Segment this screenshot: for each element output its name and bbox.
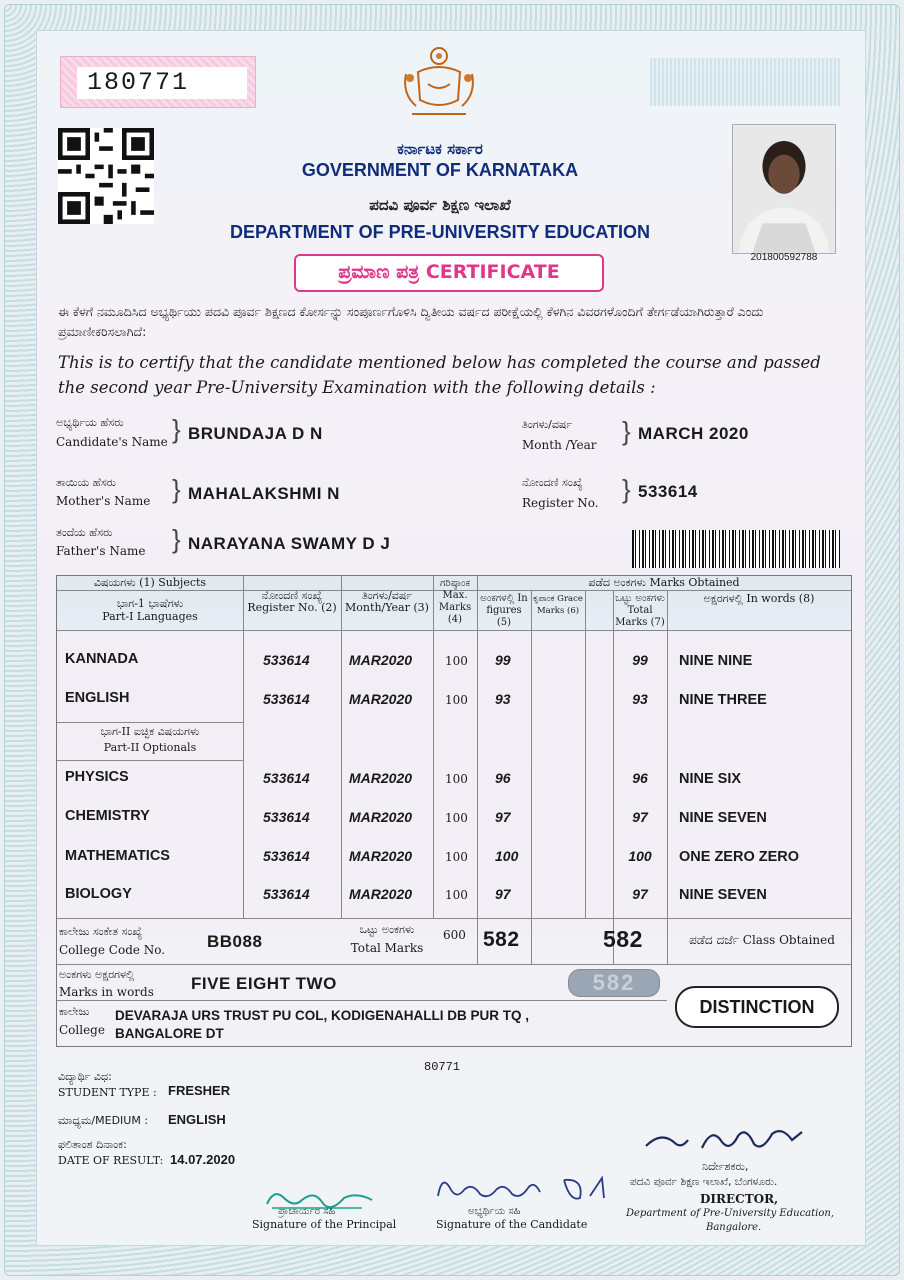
exam-month: MARCH 2020: [638, 424, 749, 443]
principal-label: Signature of the Principal: [252, 1218, 397, 1231]
row-words: ONE ZERO ZERO: [679, 849, 800, 865]
row-figures: 100: [495, 848, 519, 864]
intro-kannada: ಈ ಕೆಳಗೆ ನಮೂದಿಸಿದ ಅಭ್ಯರ್ಥಿಯು ಪದವಿ ಪೂರ್ವ ಶಿಕ್ಷಣದ ಕೋರ್ಸನ್ನು ಸಂಪೂರ್ಣಗೊಳಿಸಿ ದ್ವಿತೀಯ ವರ್ಷದ ಪರೀಕ್ಷೆಯಲ್ಲಿ ಕೆಳಗಿನ ವಿವರಗಳೊಂದಿಗೆ ತೇರ್ಗಡೆಯಾಗಿರುತ್ತಾರೆ ಎಂದು ಪ್ರಮಾಣೀಕರಿಸಲಾಗಿದೆ:: [58, 304, 764, 339]
subject-name: MATHEMATICS: [65, 848, 170, 864]
candidate-name: BRUNDAJA D N: [188, 424, 323, 443]
marks-seal: 582: [568, 969, 660, 997]
total-max: 600: [443, 928, 466, 942]
brace: }: [172, 524, 181, 554]
director-title: DIRECTOR,: [700, 1192, 779, 1206]
dept-title: DEPARTMENT OF PRE-UNIVERSITY EDUCATION: [229, 222, 651, 242]
row-figures: 99: [495, 652, 511, 668]
subject-name: CHEMISTRY: [65, 808, 150, 824]
candidate-label: Signature of the Candidate: [436, 1218, 588, 1231]
father-label: Father's Name: [56, 544, 146, 558]
result-date: 14.07.2020: [170, 1152, 236, 1167]
state-title: GOVERNMENT OF KARNATAKA: [301, 160, 579, 180]
subject-name: BIOLOGY: [65, 886, 132, 902]
medium: ENGLISH: [168, 1112, 226, 1127]
certificate-title: ಪ್ರಮಾಣ ಪತ್ರ CERTIFICATE: [294, 254, 604, 292]
candidate-signature: [434, 1170, 614, 1206]
serial-small: 80771: [424, 1060, 461, 1074]
college-label-kannada: ಕಾಲೇಜು: [59, 1005, 90, 1018]
marks-table: [56, 575, 852, 1047]
row-register: 533614: [263, 770, 310, 786]
row-words: NINE SEVEN: [679, 810, 767, 826]
row-words: NINE SIX: [679, 771, 742, 787]
state-title-kannada: ಕರ್ನಾಟಕ ಸರ್ಕಾರ: [397, 140, 483, 158]
part1-label-kannada: ಭಾಗ-1 ಭಾಷೆಗಳು: [116, 597, 184, 610]
row-figures: 93: [495, 691, 511, 707]
intro-english: This is to certify that the candidate mentioned below has completed the course and passed the second year Pre-University Examination with the following details :: [58, 353, 821, 397]
row-register: 533614: [263, 809, 310, 825]
result-label-kannada: ಫಲಿತಾಂಶ ದಿನಾಂಕ:: [58, 1138, 127, 1151]
medium-label: ಮಾಧ್ಯಮ/MEDIUM :: [58, 1114, 149, 1127]
student-type-label: STUDENT TYPE :: [58, 1086, 157, 1099]
father-label-kannada: ತಂದೆಯ ಹೆಸರು: [56, 526, 113, 539]
total-label-kannada: ಒಟ್ಟು ಅಂಕಗಳು: [359, 923, 415, 936]
mother-label-kannada: ತಾಯಿಯ ಹೆಸರು: [56, 476, 117, 489]
col-total: ಒಟ್ಟು ಅಂಕಗಳು Total Marks (7): [615, 593, 665, 628]
row-max: 100: [445, 888, 468, 902]
col-max: ಗರಿಷ್ಠಾಂಕ Max. Marks (4): [438, 578, 472, 625]
month-label: Month /Year: [522, 438, 597, 452]
month-label-kannada: ತಿಂಗಳು/ವರ್ಷ: [522, 418, 573, 431]
total-label: Total Marks: [350, 941, 424, 955]
college-code-label: College Code No.: [59, 943, 166, 957]
words-label: Marks in words: [59, 985, 154, 999]
college-name-line2: BANGALORE DT: [115, 1026, 224, 1041]
candidate-label-kannada: ಅಭ್ಯರ್ಥಿಯ ಸಹಿ: [468, 1206, 521, 1217]
row-total: 97: [632, 809, 648, 825]
row-total: 96: [632, 770, 648, 786]
row-total: 100: [628, 848, 652, 864]
row-max: 100: [445, 772, 468, 786]
college-label: College: [59, 1023, 105, 1037]
student-type-label-kannada: ವಿದ್ಯಾರ್ಥಿ ವಿಧ:: [58, 1070, 112, 1083]
mother-label: Mother's Name: [56, 494, 151, 508]
row-words: NINE SEVEN: [679, 887, 767, 903]
row-month: MAR2020: [349, 848, 413, 864]
row-register: 533614: [263, 848, 310, 864]
total-figures: 582: [483, 928, 520, 951]
col-figures: ಅಂಕಗಳಲ್ಲಿ In figures (5): [480, 593, 528, 628]
part2-label-kannada: ಭಾಗ-II ಐಚ್ಛಿಕ ವಿಷಯಗಳು: [100, 725, 200, 738]
row-total: 93: [632, 691, 648, 707]
row-max: 100: [445, 811, 468, 825]
row-register: 533614: [263, 691, 310, 707]
barcode: [632, 530, 840, 568]
row-words: NINE NINE: [679, 653, 753, 669]
mother-name: MAHALAKSHMI N: [188, 484, 340, 503]
security-pattern: [650, 58, 840, 106]
name-label-kannada: ಅಭ್ಯರ್ಥಿಯ ಹೆಸರು: [56, 416, 124, 429]
brace: }: [172, 414, 181, 444]
class-obtained: DISTINCTION: [675, 986, 839, 1028]
col-subjects: ವಿಷಯಗಳು (1) Subjects: [93, 576, 207, 589]
register-label: Register No.: [522, 496, 599, 510]
col-words: ಅಕ್ಷರಗಳಲ್ಲಿ In words (8): [703, 592, 815, 605]
row-register: 533614: [263, 886, 310, 902]
row-words: NINE THREE: [679, 692, 767, 708]
director-city: Bangalore.: [706, 1222, 762, 1233]
marks-in-words: FIVE EIGHT TWO: [191, 974, 337, 993]
director-dept-kannada: ಪದವಿ ಪೂರ್ವ ಶಿಕ್ಷಣ ಇಲಾಖೆ, ಬೆಂಗಳೂರು.: [630, 1176, 778, 1188]
qr-code-icon: [58, 128, 154, 224]
director-label-kannada: ನಿರ್ದೇಶಕರು,: [702, 1160, 749, 1173]
college-code-label-kannada: ಕಾಲೇಜು ಸಂಕೇತ ಸಂಖ್ಯೆ: [59, 925, 143, 938]
director-signature: [642, 1122, 812, 1158]
subject-name: KANNADA: [65, 651, 139, 667]
director-dept: Department of Pre-University Education,: [626, 1208, 834, 1219]
candidate-photo: [732, 124, 836, 254]
karnataka-emblem-icon: [398, 44, 480, 122]
col-marks-obtained: ಪಡೆದ ಅಂಕಗಳು Marks Obtained: [588, 576, 740, 589]
row-month: MAR2020: [349, 652, 413, 668]
register-number: 533614: [638, 482, 698, 501]
row-register: 533614: [263, 652, 310, 668]
col-month: ತಿಂಗಳು/ವರ್ಷ Month/Year (3): [345, 589, 429, 614]
row-max: 100: [445, 850, 468, 864]
total-marks: 582: [603, 926, 643, 952]
serial-number: 180771: [77, 67, 247, 99]
row-max: 100: [445, 693, 468, 707]
college-name-line1: DEVARAJA URS TRUST PU COL, KODIGENAHALLI DB PUR TQ ,: [115, 1008, 530, 1023]
name-label: Candidate's Name: [56, 435, 168, 449]
words-label-kannada: ಅಂಕಗಳು ಅಕ್ಷರಗಳಲ್ಲಿ: [59, 968, 135, 981]
register-label-kannada: ನೋಂದಣಿ ಸಂಖ್ಯೆ: [522, 476, 583, 489]
brace: }: [622, 416, 631, 446]
class-label: ಪಡೆದ ದರ್ಜೆ Class Obtained: [689, 933, 835, 947]
row-figures: 97: [495, 886, 511, 902]
row-max: 100: [445, 654, 468, 668]
brace: }: [172, 474, 181, 504]
row-month: MAR2020: [349, 691, 413, 707]
subject-name: ENGLISH: [65, 690, 130, 706]
row-month: MAR2020: [349, 886, 413, 902]
row-month: MAR2020: [349, 770, 413, 786]
brace: }: [622, 474, 631, 504]
father-name: NARAYANA SWAMY D J: [188, 534, 391, 553]
row-total: 97: [632, 886, 648, 902]
college-code: BB088: [207, 932, 263, 951]
row-figures: 96: [495, 770, 511, 786]
principal-label-kannada: ಪ್ರಾಚಾರ್ಯರ ಸಹಿ: [278, 1206, 336, 1217]
col-register: ನೋಂದಣಿ ಸಂಖ್ಯೆ Register No. (2): [247, 589, 337, 614]
result-label: DATE OF RESULT:: [58, 1154, 164, 1167]
dept-title-kannada: ಪದವಿ ಪೂರ್ವ ಶಿಕ್ಷಣ ಇಲಾಖೆ: [369, 196, 511, 214]
serial-number-box: [60, 56, 256, 108]
part1-label: Part-I Languages: [102, 610, 198, 623]
row-figures: 97: [495, 809, 511, 825]
student-type: FRESHER: [168, 1083, 231, 1098]
photo-id: 201800592788: [750, 252, 818, 263]
part2-label: Part-II Optionals: [103, 741, 197, 754]
row-total: 99: [632, 652, 648, 668]
row-month: MAR2020: [349, 809, 413, 825]
subject-name: PHYSICS: [65, 769, 129, 785]
col-grace: ಕೃಪಾಂಕ Grace Marks (6): [533, 594, 583, 616]
